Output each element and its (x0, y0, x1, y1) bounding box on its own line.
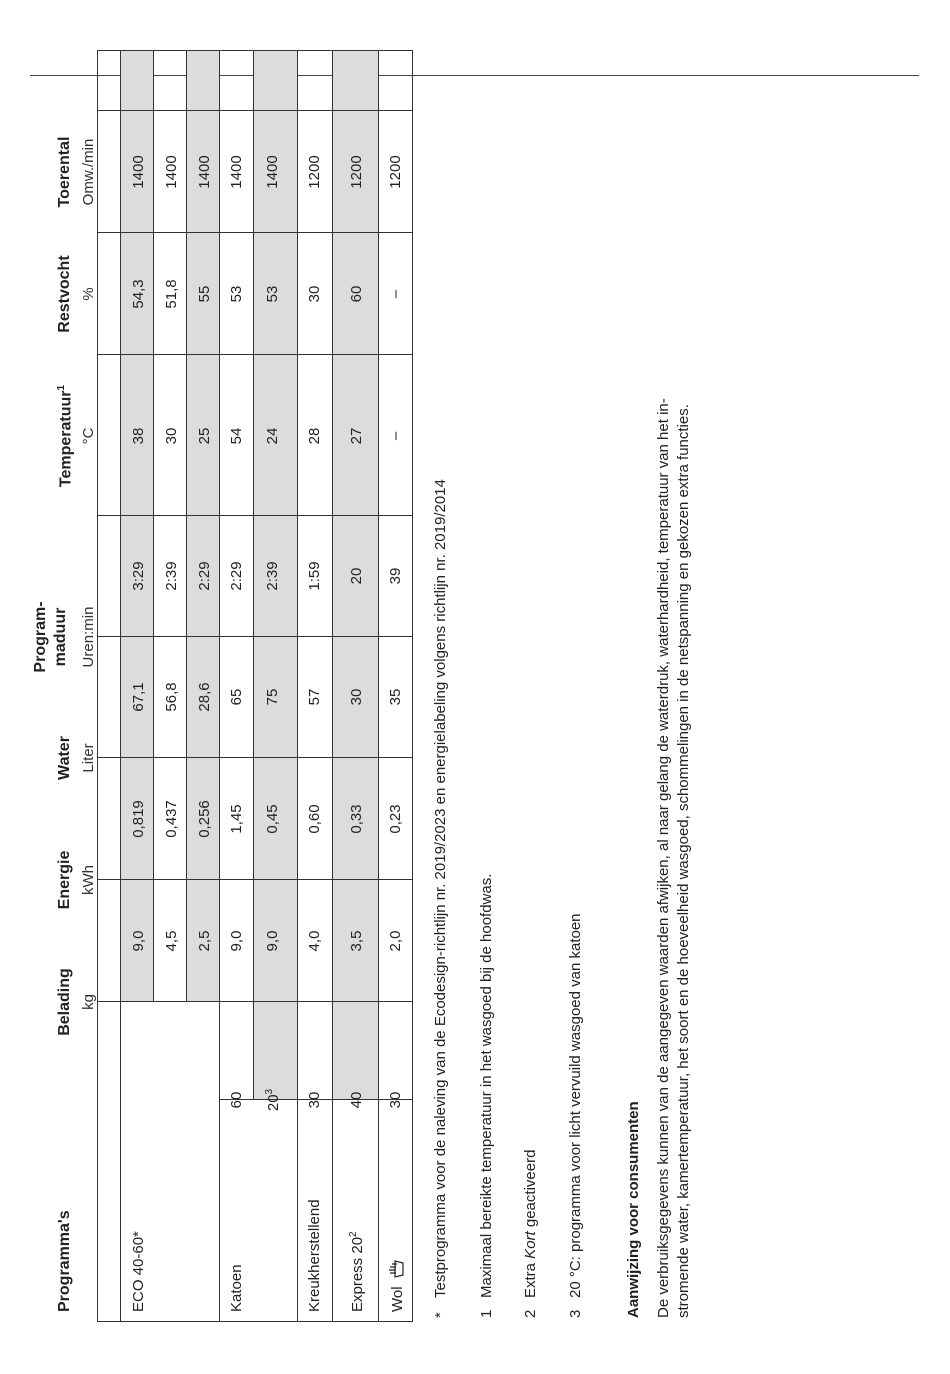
program-eco: ECO 40-60* (130, 1231, 147, 1312)
cell-speed: 1200 (348, 155, 365, 189)
program-express-label: Express 20 (349, 1236, 366, 1312)
note-star-mark: * (432, 1312, 449, 1318)
cell-load: 9,0 (264, 930, 281, 952)
program-kreuk: Kreukherstellend (306, 1199, 323, 1312)
cell-duration: 2:39 (163, 561, 180, 591)
cell-water: 28,6 (196, 682, 213, 712)
cell-speed: 1400 (130, 155, 147, 189)
cell-temp: 38 (130, 427, 147, 445)
cell-load: 4,0 (306, 930, 323, 952)
note-3-text: 20 °C: programma voor licht vervuild wasgoed van katoen (567, 913, 584, 1298)
note-3 (567, 913, 584, 1318)
header-water: Water (56, 736, 73, 780)
header-energy-unit: kWh (80, 865, 97, 895)
program-express-sup: 2 (348, 1231, 359, 1237)
cell-energy: 0,45 (264, 804, 281, 834)
header-speed: Toerental (56, 136, 73, 208)
program-express (348, 1231, 366, 1312)
note-2-em: Kort (522, 1231, 539, 1259)
note-2-post: geactiveerd (522, 1149, 539, 1232)
cell-water: 56,8 (163, 682, 180, 712)
header-temperature-unit: °C (80, 427, 97, 445)
note-star (432, 479, 449, 1318)
note-star-text: Testprogramma voor de naleving van de Ecodesign-richtlijn nr. 2019/2023 en energielabeling volgens richtlijn nr. 2019/2014 (432, 479, 449, 1298)
header-speed-unit: Omw./min (80, 138, 97, 206)
cell-load: 2,0 (387, 930, 404, 952)
header-load-unit: kg (80, 994, 97, 1010)
note-1-text: Maximaal bereikte temperatuur in het wasgoed bij de hoofdwas. (478, 873, 495, 1298)
cell-load: 4,5 (163, 930, 180, 952)
cell-energy: 0,60 (306, 804, 323, 834)
program-wol (387, 1259, 409, 1312)
cell-moisture: 60 (348, 285, 365, 303)
temp-kreuk: 30 (306, 1091, 323, 1109)
cell-speed: 1200 (306, 155, 323, 189)
cell-water: 75 (264, 688, 281, 706)
cell-temp: 28 (306, 427, 323, 445)
header-moisture: Restvocht (56, 255, 73, 333)
temp-katoen-20-val: 20 (265, 1094, 282, 1112)
cell-duration: 1:59 (306, 561, 323, 591)
cell-temp: 27 (348, 427, 365, 445)
note-1 (478, 874, 495, 1318)
cell-load: 9,0 (130, 930, 147, 952)
header-moisture-unit: % (80, 287, 97, 301)
temp-katoen-20 (264, 1051, 282, 1149)
cell-water: 65 (228, 688, 245, 706)
cell-duration: 2:39 (264, 561, 281, 591)
note-2-pre: Extra (522, 1258, 539, 1298)
cell-moisture: 55 (196, 285, 213, 303)
program-wol-label: Wol (388, 1286, 406, 1312)
cell-duration: 2:29 (228, 561, 245, 591)
cell-moisture: 54,3 (130, 279, 147, 309)
consumer-line-1: De verbruiksgegevens kunnen van de aangegeven waarden afwijken, al naar gelang de waterdruk, waterhardheid, temperatuur van het in- (655, 398, 672, 1318)
hand-wash-icon (387, 1259, 409, 1279)
cell-temp: 25 (196, 427, 213, 445)
header-temperature (56, 356, 75, 516)
cell-duration: 3:29 (130, 561, 147, 591)
cell-water: 35 (387, 688, 404, 706)
temp-wol: 30 (387, 1091, 404, 1109)
header-duration-2: maduur (52, 607, 69, 667)
program-katoen: Katoen (228, 1264, 245, 1312)
note-2-mark: 2 (522, 1309, 539, 1318)
cell-energy: 0,819 (130, 800, 147, 838)
cell-speed: 1400 (228, 155, 245, 189)
header-temperature-label: Temperatuur (57, 390, 75, 488)
cell-speed: 1400 (163, 155, 180, 189)
cell-energy: 0,23 (387, 804, 404, 834)
cell-speed: 1400 (264, 155, 281, 189)
header-programs: Programma's (56, 1210, 73, 1312)
cell-speed: 1400 (196, 155, 213, 189)
cell-temp: 24 (264, 427, 281, 445)
consumer-line-2: stromende water, kamertemperatuur, het soort en de hoeveelheid wasgoed, schommelingen in de netspanning en gekozen extra functies. (675, 404, 692, 1318)
header-duration-1: Program- (32, 601, 49, 673)
note-3-mark: 3 (567, 1309, 584, 1318)
cell-energy: 0,33 (348, 804, 365, 834)
cell-moisture: 53 (264, 285, 281, 303)
header-energy: Energie (56, 850, 73, 910)
cell-duration: 2:29 (196, 561, 213, 591)
cell-temp: – (387, 431, 404, 441)
note-2 (522, 1150, 539, 1318)
cell-water: 57 (306, 688, 323, 706)
cell-water: 67,1 (130, 682, 147, 712)
cell-moisture: – (387, 289, 404, 299)
consumer-title: Aanwijzing voor consumenten (625, 1101, 642, 1318)
cell-load: 3,5 (348, 930, 365, 952)
cell-moisture: 53 (228, 285, 245, 303)
cell-water: 30 (348, 688, 365, 706)
cell-load: 9,0 (228, 930, 245, 952)
note-1-mark: 1 (478, 1309, 495, 1318)
temp-katoen-20-sup: 3 (264, 1088, 275, 1095)
temp-katoen-60: 60 (228, 1091, 245, 1109)
temp-express: 40 (348, 1091, 365, 1109)
cell-energy: 0,256 (196, 800, 213, 838)
cell-moisture: 30 (306, 285, 323, 303)
cell-duration: 20 (348, 567, 365, 585)
cell-energy: 0,437 (163, 800, 180, 838)
cell-temp: 54 (228, 427, 245, 445)
cell-duration: 39 (387, 567, 404, 585)
header-duration-unit: Uren:min (80, 606, 97, 668)
cell-speed: 1200 (387, 155, 404, 189)
header-temperature-sup: 1 (56, 384, 67, 391)
cell-moisture: 51,8 (163, 279, 180, 309)
header-load: Belading (56, 968, 73, 1036)
header-water-unit: Liter (80, 743, 97, 773)
cell-temp: 30 (163, 427, 180, 445)
cell-energy: 1,45 (228, 804, 245, 834)
cell-load: 2,5 (196, 930, 213, 952)
